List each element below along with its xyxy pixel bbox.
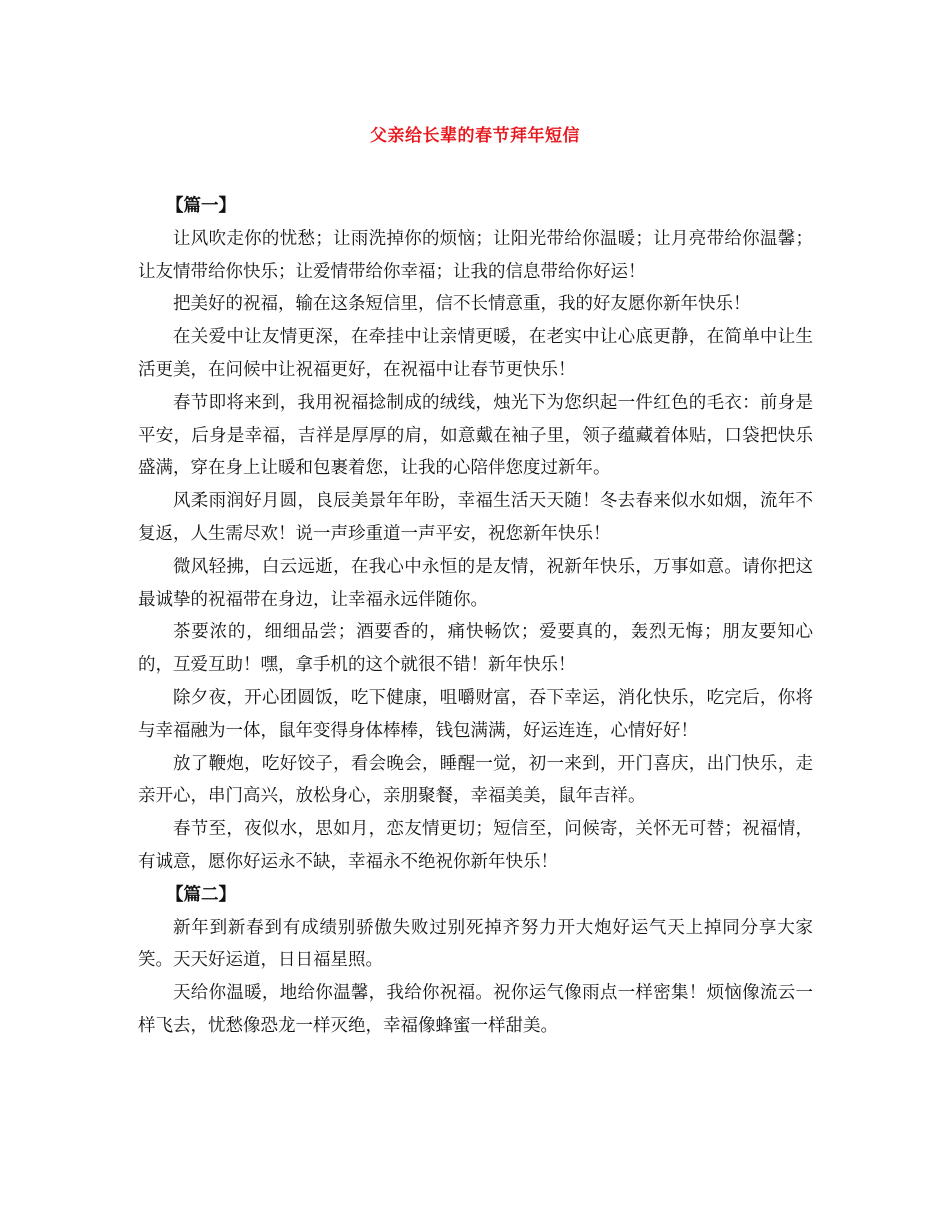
paragraph: 春节至，夜似水，思如月，恋友情更切；短信至，问候寄，关怀无可替；祝福情，有诚意，愿你好运永不缺，幸福永不绝祝你新年快乐！ bbox=[138, 819, 813, 872]
paragraph: 除夕夜，开心团圆饭，吃下健康，咀嚼财富，吞下幸运，消化快乐，吃完后，你将与幸福融为一体，鼠年变得身体棒棒，钱包满满，好运连连，心情好好！ bbox=[138, 687, 813, 741]
paragraph: 让风吹走你的忧愁；让雨洗掉你的烦恼；让阳光带给你温暖；让月亮带给你温馨；让友情带给你快乐；让爱情带给你幸福；让我的信息带给你好运！ bbox=[138, 228, 813, 282]
paragraph: 在关爱中让友情更深，在牵挂中让亲情更暖，在老实中让心底更静，在简单中让生活更美，在问候中让祝福更好，在祝福中让春节更快乐！ bbox=[138, 327, 813, 380]
paragraph: 天给你温暖，地给你温馨，我给你祝福。祝你运气像雨点一样密集！烦恼像流云一样飞去，忧愁像恐龙一样灭绝，幸福像蜂蜜一样甜美。 bbox=[138, 983, 813, 1036]
paragraph: 茶要浓的，细细品尝；酒要香的，痛快畅饮；爱要真的，轰烈无悔；朋友要知心的，互爱互助！嘿，拿手机的这个就很不错！新年快乐！ bbox=[138, 622, 813, 676]
section-heading: 【篇二】 bbox=[166, 884, 236, 905]
paragraph: 微风轻拂，白云远逝，在我心中永恒的是友情，祝新年快乐，万事如意。请你把这最诚挚的祝福带在身边，让幸福永远伴随你。 bbox=[138, 556, 813, 610]
section-heading: 【篇一】 bbox=[166, 196, 236, 216]
document-title: 父亲给长辈的春节拜年短信 bbox=[370, 126, 580, 146]
paragraph: 春节即将来到，我用祝福捻制成的绒线，烛光下为您织起一件红色的毛衣：前身是平安，后身是幸福，吉祥是厚厚的肩，如意戴在袖子里，领子蕴藏着体贴，口袋把快乐盛满，穿在身上让暖和包裹着您，让我的心陪伴您度过新年。 bbox=[138, 392, 813, 479]
document-body bbox=[138, 190, 813, 1043]
paragraph: 风柔雨润好月圆，良辰美景年年盼，幸福生活天天随！冬去春来似水如烟，流年不复返，人生需尽欢！说一声珍重道一声平安，祝您新年快乐！ bbox=[138, 491, 813, 544]
paragraph: 把美好的祝福，输在这条短信里，信不长情意重，我的好友愿你新年快乐！ bbox=[173, 294, 751, 315]
paragraph: 新年到新春到有成绩别骄傲失败过别死掉齐努力开大炮好运气天上掉同分享大家笑。天天好运道，日日福星照。 bbox=[138, 917, 813, 971]
paragraph: 放了鞭炮，吃好饺子，看会晚会，睡醒一觉，初一来到，开门喜庆，出门快乐，走亲开心，串门高兴，放松身心，亲朋聚餐，幸福美美，鼠年吉祥。 bbox=[138, 753, 813, 807]
